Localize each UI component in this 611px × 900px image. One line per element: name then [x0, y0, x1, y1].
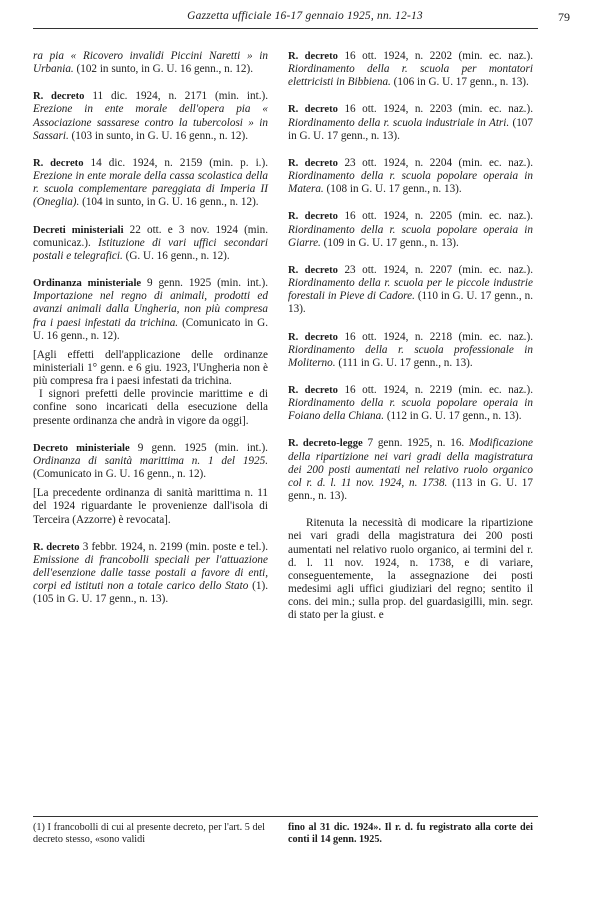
entry-lead: R. decreto [288, 211, 338, 223]
entry-right-4 [288, 264, 533, 317]
entry-title: Emissione di francobolli speciali per l'attuazione dell'esenzione dalle tasse postali a favore di enti, corpi ed istituti non a totale carico dello Stato [33, 553, 268, 593]
entry-text2: (109 in G. U. 17 genn., n. 13). [320, 236, 459, 249]
entry-text2: (Comunicato in G. U. 16 genn., n. 12). [33, 468, 207, 481]
entry-title: Istituzione di vari uffici secondari postali e telegrafici. [33, 236, 269, 262]
entry-text: 16 ott. 1924, n. 2205 (min. ec. naz.). [337, 210, 534, 223]
header-rule [33, 28, 538, 29]
entry-lead: R. decreto [33, 91, 85, 103]
entry-text: 16 ott. 1924, n. 2218 (min. ec. naz.). [337, 330, 534, 343]
note-block-1 [33, 349, 268, 428]
entry-right-1 [288, 103, 533, 142]
entry-text: 23 ott. 1924, n. 2204 (min. ec. naz.). [337, 156, 534, 169]
note-block-2 [33, 487, 268, 526]
entry-text2: (104 in sunto, in G. U. 16 genn., n. 12). [79, 196, 259, 209]
footnote-left: (1) I francobolli di cui al presente decreto, per l'art. 5 del decreto stesso, «sono validi [33, 822, 265, 846]
entry-title: Riordinamento della r. scuola per montatori elettricisti in Bibbiena. [288, 63, 533, 89]
note-paragraph: [Agli effetti dell'applicazione delle ordinanze ministeriali 1° genn. e 6 giu. 1923, l'Ungheria non è più compresa fra i paesi infestati da trichina. [33, 348, 268, 388]
entry-left-2 [33, 157, 268, 210]
entry-lead: R. decreto [33, 541, 80, 553]
entry-text: 3 febbr. 1924, n. 2199 (min. poste e tel.). [79, 540, 269, 553]
entry-text: 11 dic. 1924, n. 2171 (min. int.). [84, 90, 269, 103]
entry-lead: Decreti ministeriali [33, 224, 124, 236]
entry-title: Erezione in ente morale dell'opera pia « Associazione sassarese contro la tubercolosi » in Sassari. [33, 103, 268, 142]
entry-text: 7 genn. 1925, n. 16. [362, 437, 469, 450]
entry-text2: (107 in G. U. 17 genn., n. 13). [288, 116, 533, 142]
entry-right-5 [288, 331, 533, 370]
right-column [288, 50, 533, 622]
entry-right-7 [288, 437, 533, 503]
entry-text2: (111 in G. U. 17 genn., n. 13). [335, 356, 473, 369]
note-paragraph: [La precedente ordinanza di sanità marittima n. 11 del 1924 riguardante le provenienze dall'isola di Terceira (Azzorre) è revocata]. [33, 487, 268, 526]
entry-text: 23 ott. 1924, n. 2207 (min. ec. naz.). [337, 263, 534, 276]
entry-text2: (108 in G. U. 17 genn., n. 13). [323, 183, 462, 196]
note-paragraph: I signori prefetti delle provincie marittime e di confine sono incaricati della esecuzione della presente ordinanza che andrà in vigore da oggi]. [33, 388, 268, 427]
entry-text2: (Comunicato in G. U. 16 genn., n. 12). [33, 316, 268, 342]
entry-right-2 [288, 157, 533, 196]
entry-text2: (112 in G. U. 17 genn., n. 13). [384, 410, 522, 423]
entry-lead: R. decreto [288, 384, 338, 396]
entry-title: Riordinamento della r. scuola professionale in Moliterno. [288, 343, 533, 369]
entry-text: 9 genn. 1925 (min. int.). [129, 441, 268, 454]
entry-title: Riordinamento della r. scuola popolare operaia in Foiano della Chiana. [288, 397, 533, 423]
page-number: 79 [558, 10, 570, 24]
entry-title: Riordinamento della r. scuola industriale in Atri. [288, 116, 510, 129]
entry-title: Erezione in ente morale della cassa scolastica della r. scuola complementare pareggiata di Imperia II (Oneglia). [33, 170, 268, 209]
entry-right-6 [288, 384, 533, 423]
entry-text: 9 genn. 1925 (min. int.). [141, 277, 268, 290]
entry-left-3 [33, 224, 268, 263]
entry-left-4 [33, 277, 268, 343]
entry-title: Riordinamento della r. scuola per le piccole industrie forestali in Pieve di Cadore. [288, 277, 533, 303]
entry-text: 16 ott. 1924, n. 2203 (min. ec. naz.). [337, 103, 534, 116]
entry-lead: R. decreto [288, 104, 338, 116]
entry-title: Importazione nel regno di animali, prodotti ed avanzi animali dalla Ungheria, non più compresa fra i paesi infestati da trichina. [33, 290, 268, 329]
entry-text: (102 in sunto, in G. U. 16 genn., n. 12). [73, 63, 254, 76]
entry-title: Ordinanza di sanità marittima n. 1 del 1925. [33, 454, 268, 467]
entry-title: ra pia « Ricovero invalidi Piccini Naretti » in Urbania. [33, 50, 268, 76]
entry-lead: R. decreto-legge [288, 438, 363, 450]
entry-lead: R. decreto [288, 264, 338, 276]
entry-left-6 [33, 541, 268, 607]
entry-text2: (1). (105 in G. U. 17 genn., n. 13). [33, 580, 268, 606]
entry-text2: (113 in G. U. 17 genn., n. 13). [288, 476, 533, 503]
entry-right-3 [288, 210, 533, 249]
entry-lead: R. decreto [288, 157, 338, 169]
entry-text: 22 ott. e 3 nov. 1924 (min. comunicaz.). [33, 223, 268, 249]
left-column [33, 50, 268, 620]
entry-lead: R. decreto [33, 157, 84, 169]
entry-text2: (106 in G. U. 17 genn., n. 13). [390, 76, 529, 89]
gazette-title: Gazzetta ufficiale 16-17 gennaio 1925, nn. 12-13 [187, 10, 423, 22]
entry-text2: (G. U. 16 genn., n. 12). [122, 249, 230, 262]
entry-left-0 [33, 50, 268, 76]
entry-text2: (110 in G. U. 17 genn., n. 13). [288, 290, 533, 316]
entry-title: Riordinamento della r. scuola popolare operaia in Giarre. [288, 223, 533, 249]
entry-text: 16 ott. 1924, n. 2202 (min. ec. naz.). [337, 50, 534, 62]
entry-lead: R. decreto [288, 331, 338, 343]
entry-text: 16 ott. 1924, n. 2219 (min. ec. naz.). [337, 383, 534, 396]
entry-left-1 [33, 90, 268, 143]
footnote-right: fino al 31 dic. 1924». Il r. d. fu registrato alla corte dei conti il 14 genn. 1925. [288, 822, 533, 846]
footnote-rule [33, 816, 538, 817]
entry-title: Modificazione della ripartizione nei vari gradi della magistratura dei 200 posti aumentati nel relativo ruolo organico col r. d. l. 11 nov. 1924, n. 1738. [288, 437, 533, 489]
page-header [40, 10, 570, 28]
closing-paragraph: Ritenuta la necessità di modicare la ripartizione nei vari gradi della magistratura dei 200 posti aumentati nel relativo ruolo organico, ai termini del r. d. l. 11 nov. 1924, n. 1738, e di variare, conseguentemente, la assegnazione dei posti medesimi agli uffici giudiziari del regno; sentito il cons. dei min.; sulla prop. del guardasigilli, min. segr. di stato per la giust. e [288, 517, 533, 622]
entry-lead: Ordinanza ministeriale [33, 278, 142, 290]
entry-title: Riordinamento della r. scuola popolare operaia in Matera. [288, 170, 533, 196]
entry-text: 14 dic. 1924, n. 2159 (min. p. i.). [83, 156, 269, 169]
entry-lead: Decreto ministeriale [33, 442, 130, 454]
entry-right-0 [288, 50, 533, 89]
entry-text2: (103 in sunto, in G. U. 16 genn., n. 12). [68, 129, 249, 142]
entry-left-5 [33, 442, 268, 481]
entry-lead: R. decreto [288, 51, 338, 62]
